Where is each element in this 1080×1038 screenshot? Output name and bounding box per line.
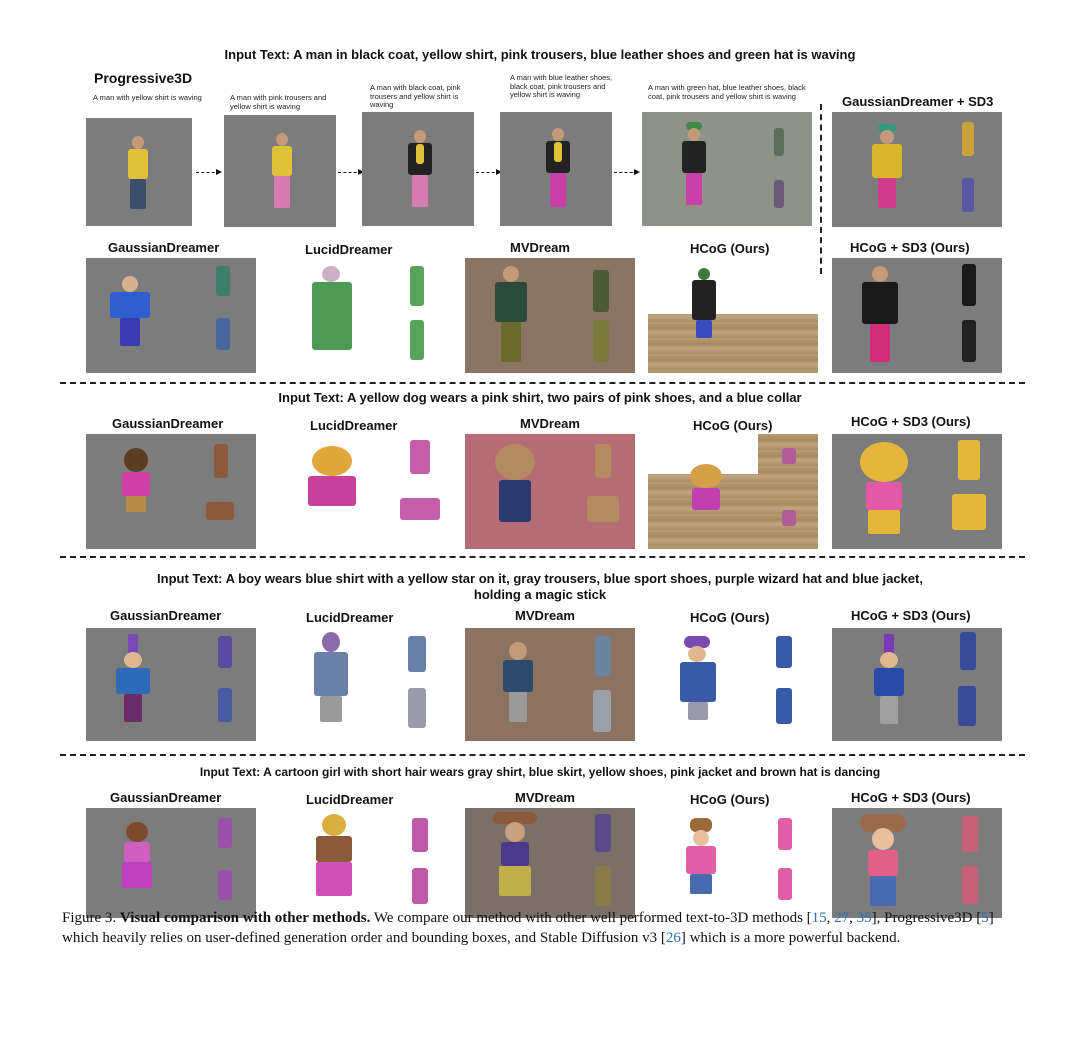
figure-number: Figure 3. bbox=[62, 910, 117, 926]
mvdream-dog-image bbox=[465, 434, 635, 549]
progressive-step5-image bbox=[642, 112, 812, 226]
method-label-mvdream: MVDream bbox=[515, 790, 575, 805]
hcog-dog-image bbox=[648, 434, 818, 549]
caption-bold-title: Visual comparison with other methods. bbox=[119, 910, 371, 926]
hcog-boy-image bbox=[650, 628, 818, 741]
caption-text: , bbox=[826, 910, 835, 926]
luciddreamer-girl-image bbox=[292, 808, 452, 918]
method-label-luciddreamer: LucidDreamer bbox=[305, 242, 393, 257]
method-label-luciddreamer: LucidDreamer bbox=[306, 792, 394, 807]
caption-text: ], Progressive3D [ bbox=[871, 910, 982, 926]
progressive-step1-image bbox=[86, 118, 192, 226]
row2-prompt: Input Text: A yellow dog wears a pink shirt, two pairs of pink shoes, and a blue collar bbox=[278, 390, 802, 405]
step-caption-5: A man with green hat, blue leather shoes, black coat, pink trousers and yellow shirt is waving bbox=[648, 83, 806, 101]
mvdream-boy-image bbox=[465, 628, 635, 741]
method-label-gaussiandreamer: GaussianDreamer bbox=[112, 416, 224, 431]
luciddreamer-dog-image bbox=[292, 434, 452, 549]
hcog-girl-image bbox=[650, 808, 818, 918]
caption-text: ] which heavily relies on user-defined generation order and bounding boxes, and Stable Diffusion v3 [ bbox=[62, 910, 994, 946]
citation-link[interactable]: 5 bbox=[981, 910, 989, 926]
method-label-hcog-sd3: HCoG + SD3 (Ours) bbox=[851, 608, 971, 623]
caption-text: , bbox=[849, 910, 857, 926]
progressive3d-label: Progressive3D bbox=[94, 70, 193, 86]
row3-prompt-line2: holding a magic stick bbox=[473, 587, 607, 602]
mvdream-girl-image bbox=[465, 808, 635, 918]
hcog-sd3-man-image bbox=[832, 258, 1002, 373]
luciddreamer-boy-image bbox=[292, 628, 452, 741]
method-label-hcog: HCoG (Ours) bbox=[690, 241, 770, 256]
progressive-step3-image bbox=[362, 112, 474, 226]
citation-link[interactable]: 15 bbox=[811, 910, 827, 926]
citation-link[interactable]: 27 bbox=[834, 910, 850, 926]
gaussiandreamer-girl-image bbox=[86, 808, 256, 918]
gaussiandreamer-boy-image bbox=[86, 628, 256, 741]
progression-arrow bbox=[196, 172, 220, 173]
hcog-sd3-boy-image bbox=[832, 628, 1002, 741]
vertical-separator bbox=[820, 104, 822, 274]
method-label-hcog-sd3: HCoG + SD3 (Ours) bbox=[851, 790, 971, 805]
method-label-mvdream: MVDream bbox=[510, 240, 570, 255]
mvdream-man-image bbox=[465, 258, 635, 373]
luciddreamer-man-image bbox=[292, 258, 452, 373]
hcog-man-image bbox=[648, 258, 818, 373]
method-label-gaussiandreamer: GaussianDreamer bbox=[110, 608, 222, 623]
method-label-hcog: HCoG (Ours) bbox=[690, 610, 770, 625]
progressive-step4-image bbox=[500, 112, 612, 226]
row4-prompt: Input Text: A cartoon girl with short hair wears gray shirt, blue skirt, yellow shoes, pink jacket and brown hat is dancing bbox=[199, 765, 881, 779]
citation-link[interactable]: 26 bbox=[665, 930, 681, 946]
caption-text: We compare our method with other well performed text-to-3D methods [ bbox=[370, 910, 812, 926]
row3-prompt-line1: Input Text: A boy wears blue shirt with a yellow star on it, gray trousers, blue sport shoes, purple wizard hat and blue jacket, bbox=[157, 571, 923, 586]
step-caption-4: A man with blue leather shoes, black coat, pink trousers and yellow shirt is waving bbox=[510, 73, 613, 99]
hcog-sd3-dog-image bbox=[832, 434, 1002, 549]
row-separator bbox=[60, 556, 1025, 558]
method-label-gaussiandreamer: GaussianDreamer bbox=[110, 790, 222, 805]
gaussiandreamer-man-image bbox=[86, 258, 256, 373]
gd-sd3-image bbox=[832, 112, 1002, 227]
hcog-sd3-girl-image bbox=[832, 808, 1002, 918]
row-separator bbox=[60, 754, 1025, 756]
step-caption-1: A man with yellow shirt is waving bbox=[93, 93, 202, 102]
progressive-step2-image bbox=[224, 115, 336, 227]
method-label-mvdream: MVDream bbox=[520, 416, 580, 431]
step-caption-2: A man with pink trousers and yellow shirt is waving bbox=[230, 93, 327, 111]
row1-prompt: Input Text: A man in black coat, yellow shirt, pink trousers, blue leather shoes and green hat is waving bbox=[224, 47, 856, 62]
figure-caption bbox=[62, 908, 1022, 948]
method-label-luciddreamer: LucidDreamer bbox=[306, 610, 394, 625]
progression-arrow bbox=[476, 172, 500, 173]
method-label-hcog-sd3: HCoG + SD3 (Ours) bbox=[851, 414, 971, 429]
step-caption-3: A man with black coat, pink trousers and yellow shirt is waving bbox=[370, 83, 461, 109]
progression-arrow bbox=[338, 172, 362, 173]
method-label-hcog: HCoG (Ours) bbox=[690, 792, 770, 807]
caption-text: ] which is a more powerful backend. bbox=[680, 930, 901, 946]
citation-link[interactable]: 35 bbox=[856, 910, 872, 926]
method-label-gaussiandreamer: GaussianDreamer bbox=[108, 240, 220, 255]
progression-arrow bbox=[614, 172, 638, 173]
row-separator bbox=[60, 382, 1025, 384]
gd-sd3-label: GaussianDreamer + SD3 bbox=[842, 94, 994, 109]
method-label-hcog: HCoG (Ours) bbox=[693, 418, 773, 433]
method-label-mvdream: MVDream bbox=[515, 608, 575, 623]
method-label-luciddreamer: LucidDreamer bbox=[310, 418, 398, 433]
method-label-hcog-sd3: HCoG + SD3 (Ours) bbox=[850, 240, 970, 255]
gaussiandreamer-dog-image bbox=[86, 434, 256, 549]
